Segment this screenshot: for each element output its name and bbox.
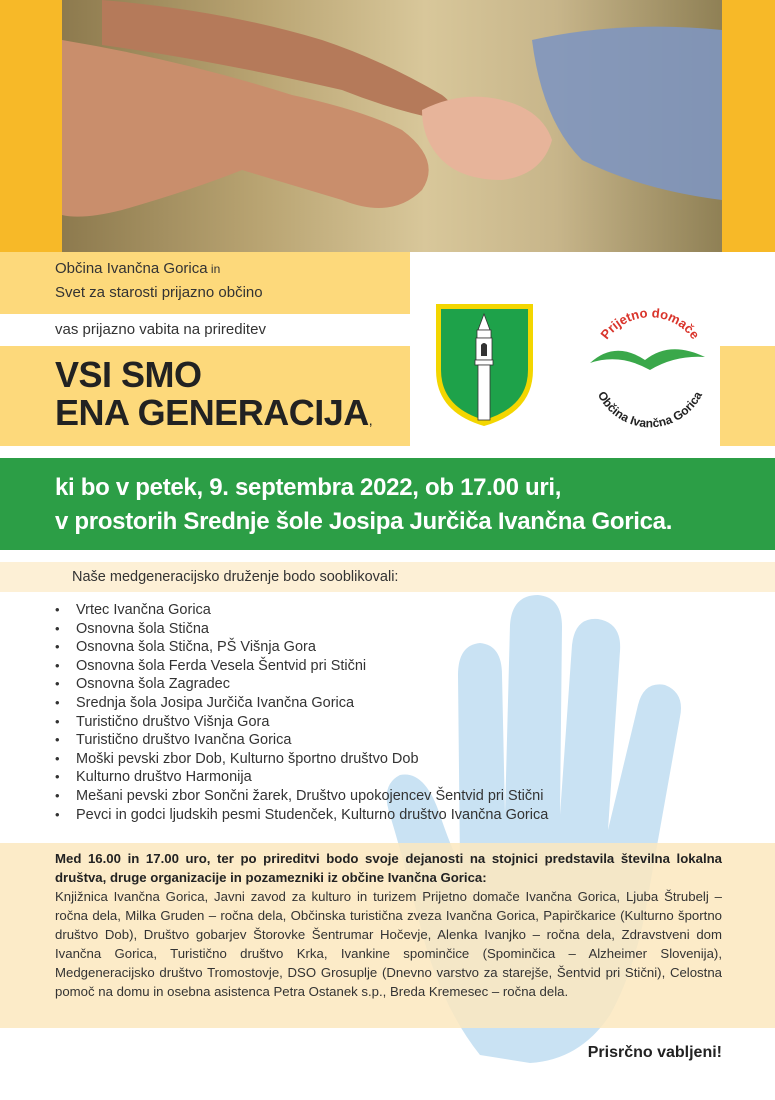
participants-list: [52, 601, 548, 824]
list-item: • Turistično društvo Ivančna Gorica: [52, 731, 548, 750]
organizer-line-2: Svet za starosti prijazno občino: [55, 284, 263, 301]
event-title-line-2: ENA GENERACIJA,: [55, 392, 373, 433]
municipality-crest-icon: [432, 300, 537, 430]
organizers-box: [0, 252, 410, 314]
exhibitors-text: [55, 849, 722, 1001]
event-date-line: ki bo v petek, 9. septembra 2022, ob 17.00 uri,: [55, 474, 562, 501]
list-item: • Turistično društvo Višnja Gora: [52, 713, 548, 732]
event-title: [55, 356, 372, 439]
organizer-line-1: Občina Ivančna Gorica in: [55, 260, 221, 277]
exhibitors-intro: Med 16.00 in 17.00 uro, ter po prireditvi bodo svoje dejanosti na stojnici predstavila številna lokalna društva, druge organizacije in pozamezniki iz občine Ivančna Gorica:: [55, 851, 722, 885]
list-item: • Kulturno društvo Harmonija: [52, 768, 548, 787]
list-item: • Osnovna šola Zagradec: [52, 675, 548, 694]
prijetno-domace-logo: [575, 295, 725, 445]
hands-photo-image: [62, 0, 722, 252]
closing-text: Prisrčno vabljeni!: [587, 1044, 722, 1061]
participants-heading: Naše medgeneracijsko druženje bodo sooblikovali:: [72, 569, 399, 585]
round-logo-top-text: Prijetno domače: [597, 305, 703, 342]
header-photo: [0, 0, 775, 252]
round-logo-bottom-text: Občina Ivančna Gorica: [594, 388, 706, 431]
list-item: • Pevci in godci ljudskih pesmi Studenček, Kulturno društvo Ivančna Gorica: [52, 806, 548, 825]
list-item: • Osnovna šola Stična: [52, 620, 548, 639]
exhibitors-list: Knjižnica Ivančna Gorica, Javni zavod za kulturo in turizem Prijetno domače Ivančna Gorica, Ljuba Štrubelj – ročna dela, Milka Gruden – ročna dela, Občinska turistična zveza Ivančna Gorica, Papirčkarice (Kulturno športno društvo Dob), Društvo gobarjev Štorovke Šentrumar Hočevje, Alenka Ivanjko – ročna dela, Zdravstveni dom Ivančna Gorica, Turistično društvo Krka, Ivankine spominčice (Spominčica – Alzheimer Slovenija), Medgeneracijsko društvo Tromostovje, DSO Grosuplje (Dnevno varstvo za starejše, Šentvid pri Stični), Celostna pomoč na domu in osebna asistenca Petra Ostanek s.p., Breda Kremesec – ročna dela.: [55, 889, 722, 999]
event-title-line-1: VSI SMO: [55, 354, 202, 395]
list-item: • Osnovna šola Ferda Vesela Šentvid pri Stični: [52, 657, 548, 676]
hands-illustration: [62, 0, 722, 252]
event-location-line: v prostorih Srednje šole Josipa Jurčiča Ivančna Gorica.: [55, 508, 673, 535]
list-item: • Osnovna šola Stična, PŠ Višnja Gora: [52, 638, 548, 657]
invite-text: vas prijazno vabita na prireditev: [55, 321, 266, 338]
event-details-band: [0, 458, 775, 550]
list-item: • Srednja šola Josipa Jurčiča Ivančna Gorica: [52, 694, 548, 713]
list-item: • Vrtec Ivančna Gorica: [52, 601, 548, 620]
list-item: • Moški pevski zbor Dob, Kulturno športno društvo Dob: [52, 750, 548, 769]
list-item: • Mešani pevski zbor Sončni žarek, Društvo upokojencev Šentvid pri Stični: [52, 787, 548, 806]
